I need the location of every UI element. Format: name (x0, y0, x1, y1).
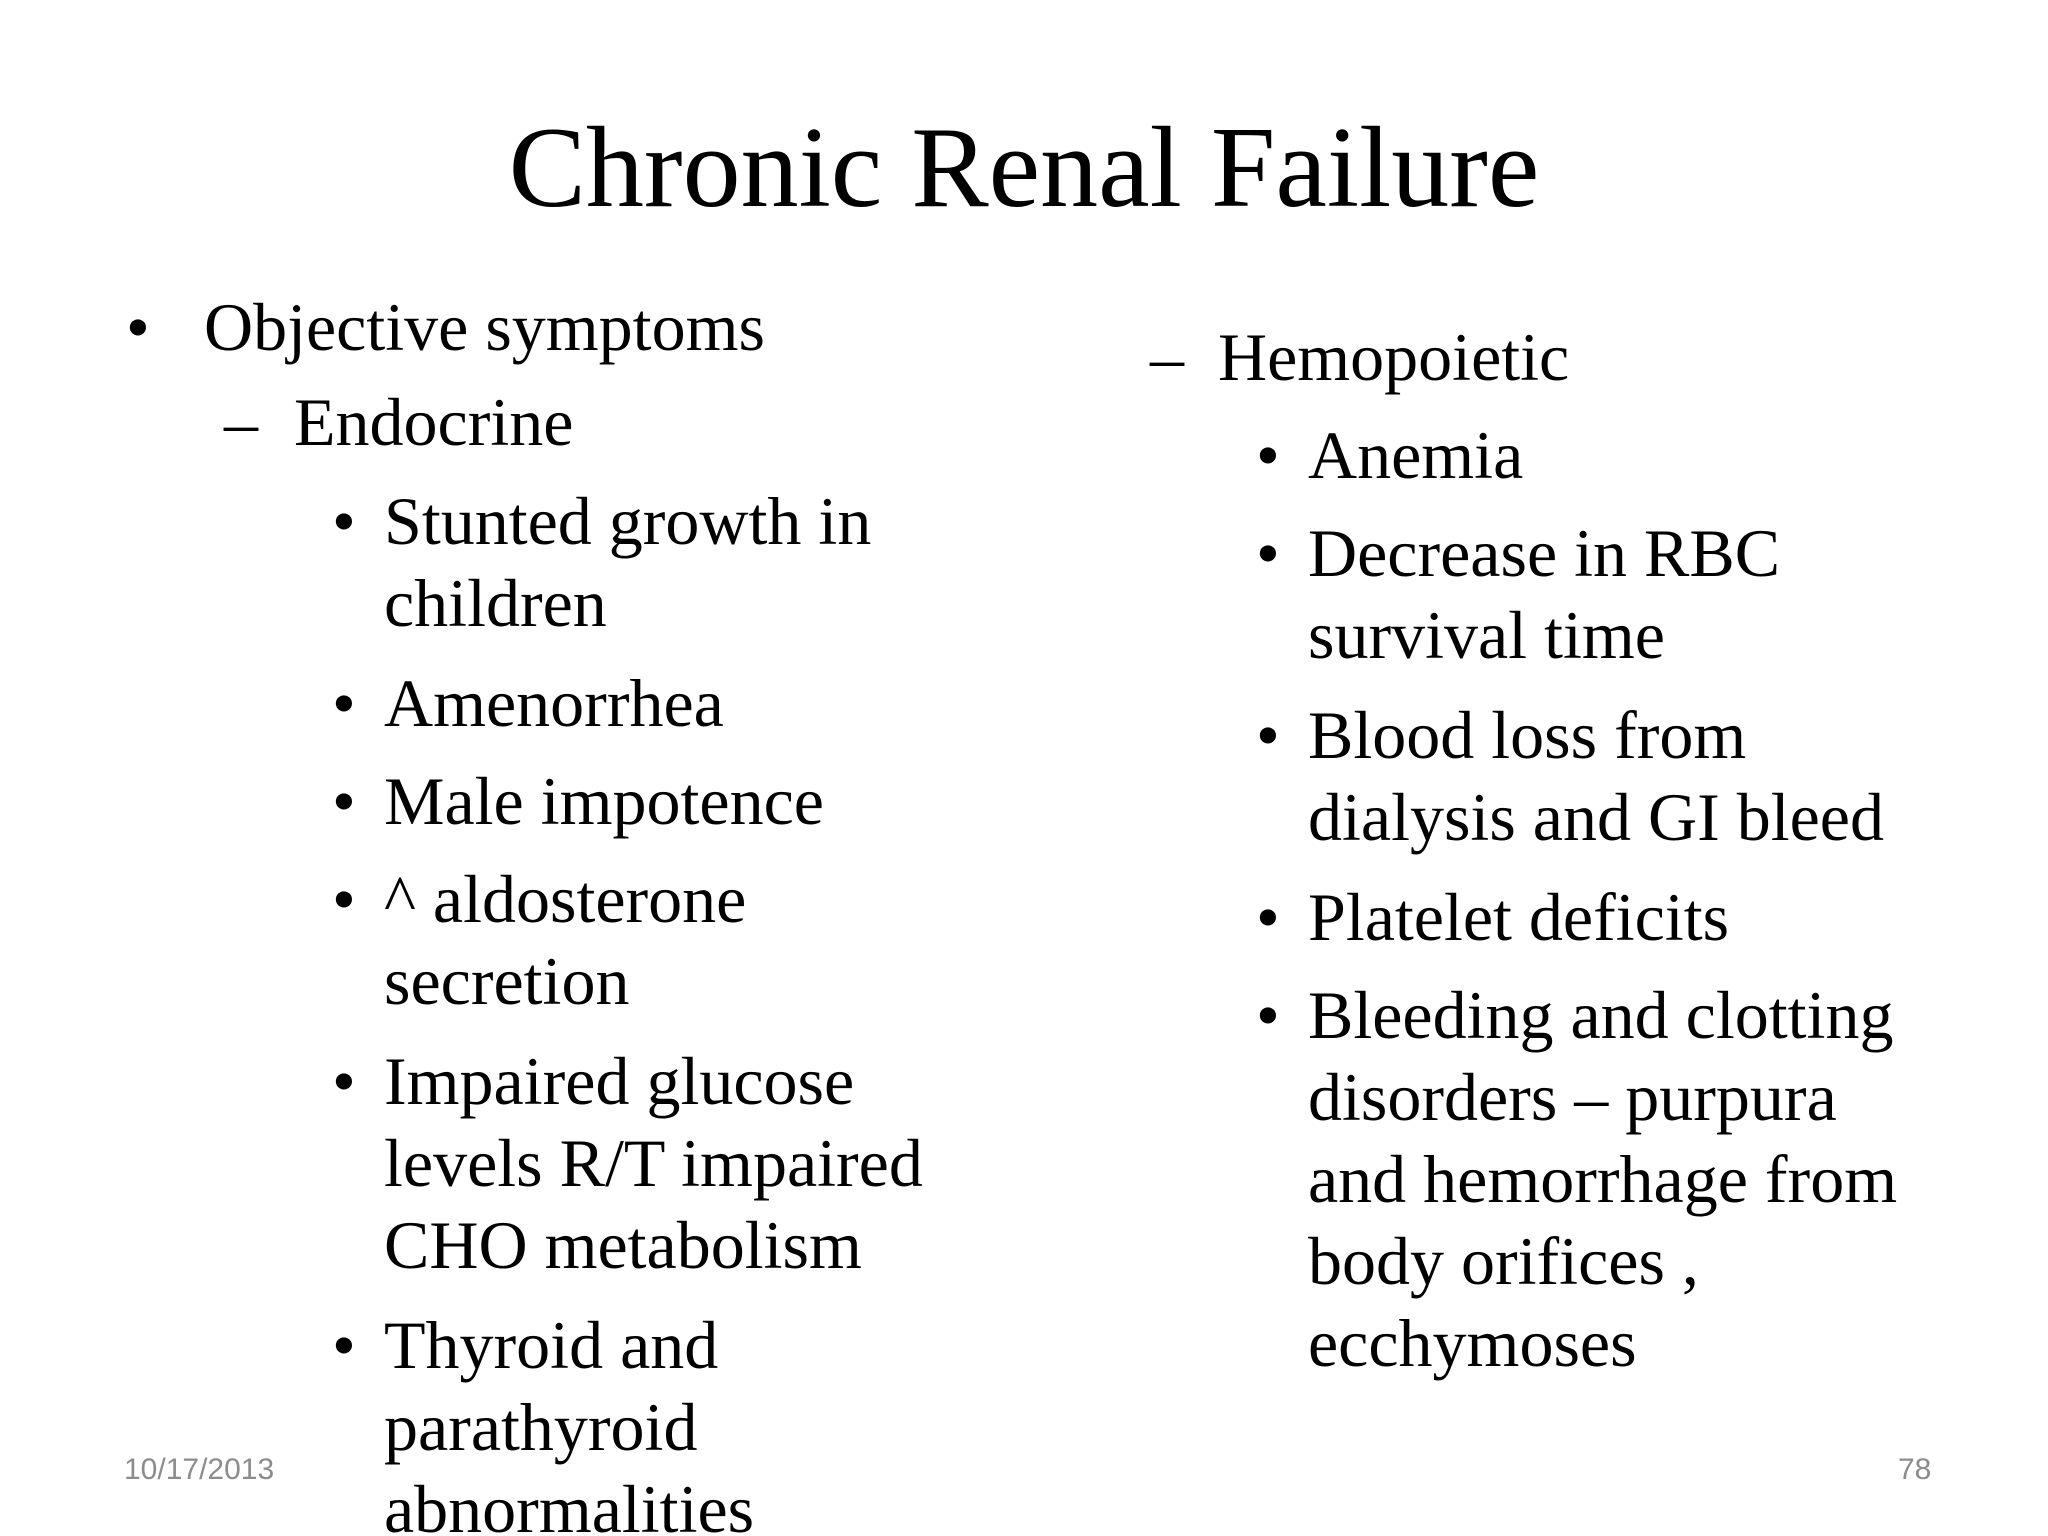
item-glucose-line1: Impaired glucose (384, 1043, 855, 1119)
item-male-impotence: Male impotence (384, 763, 824, 839)
item-amenorrhea: Amenorrhea (384, 665, 724, 741)
dash-level2-right: – (1150, 319, 1184, 395)
item-bleeding-line3: and hemorrhage from (1308, 1141, 1898, 1217)
bullet-level3: • (332, 1043, 356, 1119)
item-rbc-line2: survival time (1308, 597, 1665, 673)
item-bleeding-line1: Bleeding and clotting (1308, 977, 1894, 1053)
item-rbc-line1: Decrease in RBC (1308, 515, 1781, 591)
item-stunted-growth-line1: Stunted growth in (384, 483, 872, 559)
bullet-level1: • (126, 289, 150, 365)
slide-title: Chronic Renal Failure (508, 104, 1540, 232)
item-stunted-growth-line2: children (384, 565, 607, 641)
bullet-level3: • (1256, 515, 1280, 591)
bullet-level3: • (1256, 977, 1280, 1053)
item-bleeding-line4: body orifices , (1308, 1223, 1699, 1299)
bullet-level3: • (1256, 879, 1280, 955)
item-aldosterone-line1: ^ aldosterone (384, 861, 747, 937)
bullet-level3: • (1256, 417, 1280, 493)
footer-date: 10/17/2013 (124, 1453, 275, 1486)
level2-endocrine: Endocrine (294, 384, 574, 460)
dash-level2-left: – (224, 384, 258, 460)
bullet-level3: • (1256, 697, 1280, 773)
item-blood-loss-line2: dialysis and GI bleed (1308, 779, 1884, 855)
bullet-level3: • (332, 665, 356, 741)
item-blood-loss-line1: Blood loss from (1308, 697, 1747, 773)
item-glucose-line3: CHO metabolism (384, 1207, 862, 1283)
level1-objective-symptoms: Objective symptoms (204, 289, 765, 365)
item-thyroid-line2: parathyroid (384, 1389, 698, 1465)
item-thyroid-line3: abnormalities (384, 1471, 755, 1536)
bullet-level3: • (332, 763, 356, 839)
item-platelet-deficits: Platelet deficits (1308, 879, 1730, 955)
item-glucose-line2: levels R/T impaired (384, 1125, 923, 1201)
item-bleeding-line2: disorders – purpura (1308, 1059, 1837, 1135)
item-aldosterone-line2: secretion (384, 943, 630, 1019)
bullet-level3: • (332, 861, 356, 937)
footer-page-number: 78 (1898, 1453, 1932, 1486)
item-thyroid-line1: Thyroid and (384, 1307, 719, 1383)
level2-hemopoietic: Hemopoietic (1218, 319, 1570, 395)
bullet-level3: • (332, 1307, 356, 1383)
item-bleeding-line5: ecchymoses (1308, 1305, 1637, 1381)
item-anemia: Anemia (1308, 417, 1524, 493)
bullet-level3: • (332, 483, 356, 559)
